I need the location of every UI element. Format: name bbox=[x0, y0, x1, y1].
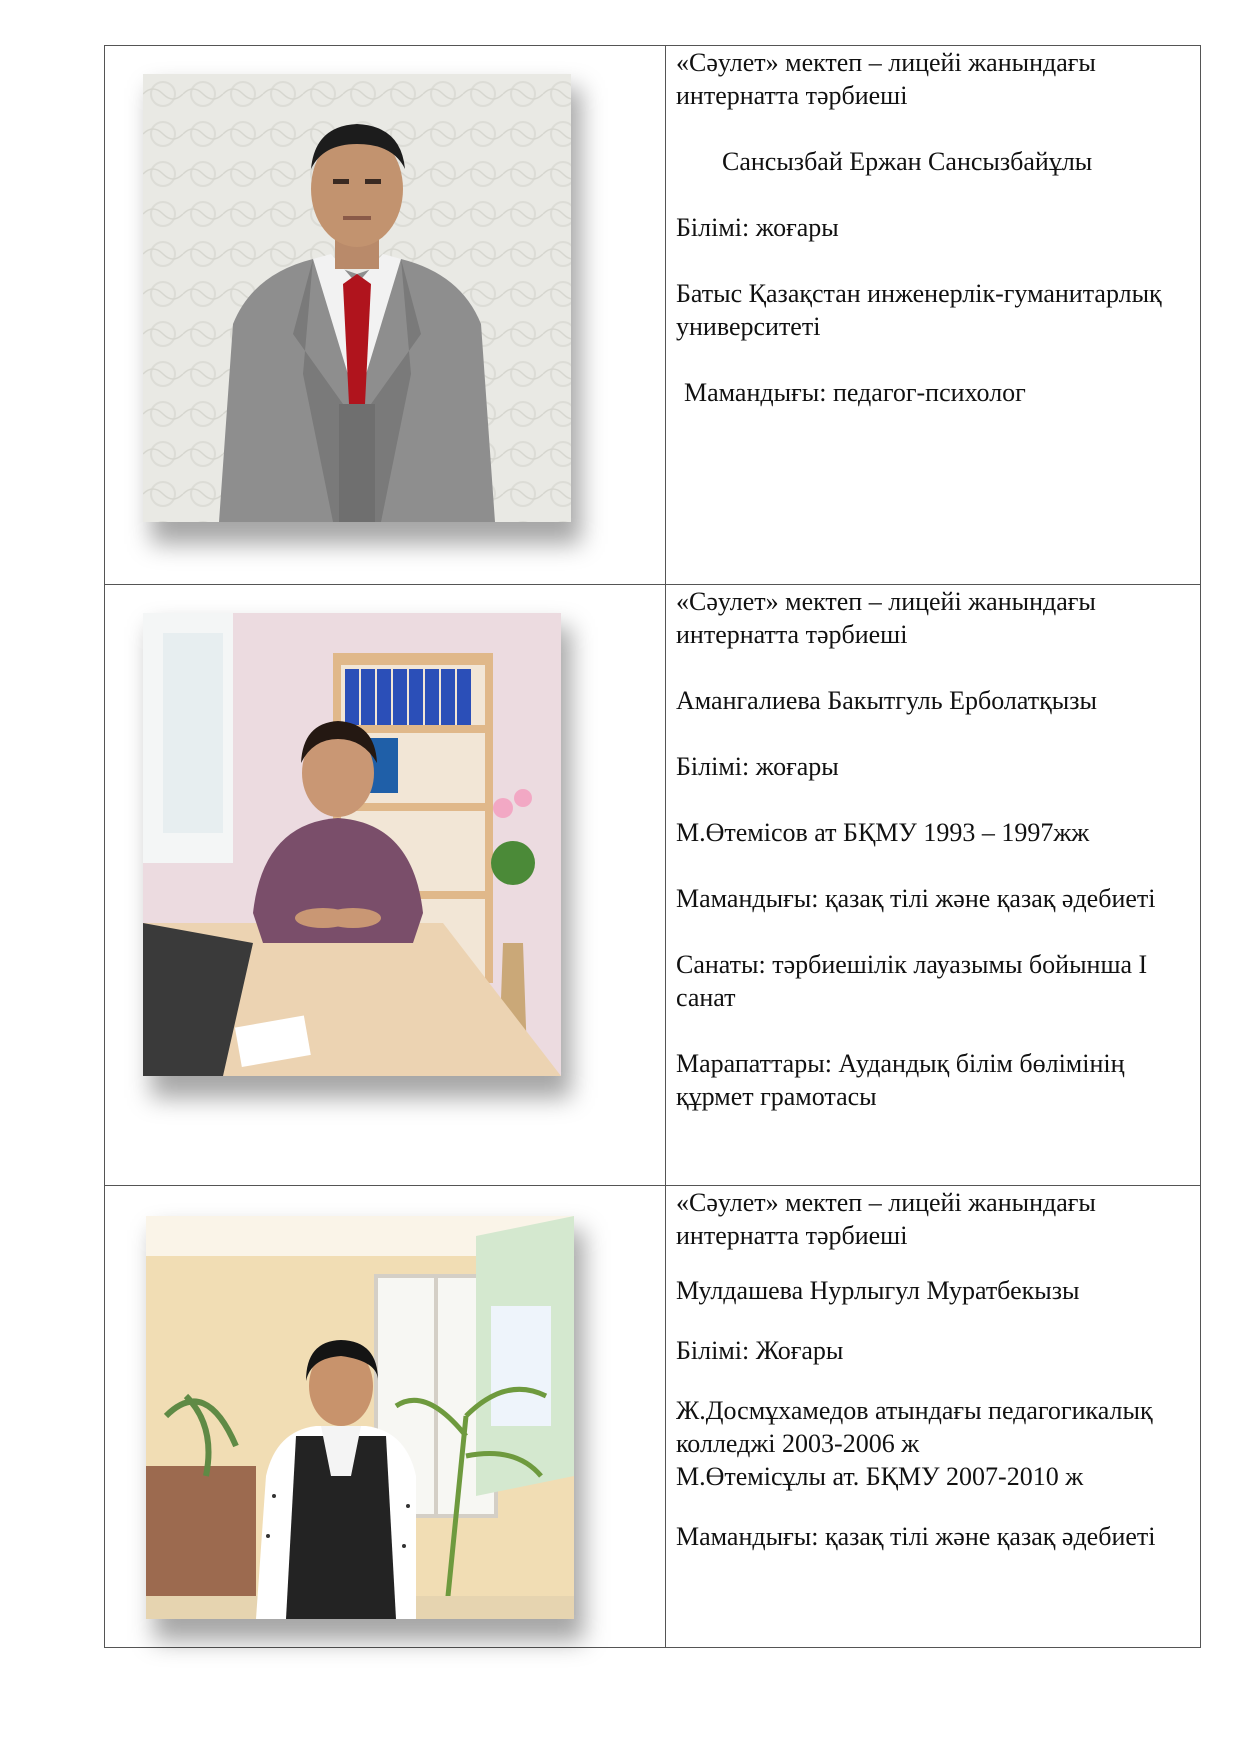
institution-text: Батыс Қазақстан инженерлік-гуманитарлық университеті bbox=[676, 279, 1162, 341]
education-text: Білімі: жоғары bbox=[676, 213, 839, 242]
photo-cell bbox=[105, 46, 666, 585]
info-cell bbox=[666, 1186, 1201, 1648]
photo-cell bbox=[105, 1186, 666, 1648]
staff-photo bbox=[146, 1216, 574, 1619]
awards-text: Марапаттары: Аудандық білім бөлімінің құрмет грамотасы bbox=[676, 1049, 1125, 1111]
staff-row bbox=[105, 585, 1201, 1186]
staff-photo bbox=[143, 613, 561, 1076]
institution-text: Ж.Досмұхамедов атындағы педагогикалық колледжі 2003-2006 ж bbox=[676, 1396, 1153, 1458]
staff-name: Мулдашева Нурлыгул Муратбекызы bbox=[676, 1276, 1080, 1305]
education-text: Білімі: жоғары bbox=[676, 752, 839, 781]
institution-text: М.Өтемісов ат БҚМУ 1993 – 1997жж bbox=[676, 818, 1090, 847]
staff-row bbox=[105, 46, 1201, 585]
position-text: «Сәулет» мектеп – лицейі жанындағы интернатта тәрбиеші bbox=[676, 48, 1096, 110]
staff-name: Сансызбай Ержан Сансызбайұлы bbox=[722, 147, 1093, 176]
staff-name: Амангалиева Бакытгуль Ерболатқызы bbox=[676, 686, 1097, 715]
position-text: «Сәулет» мектеп – лицейі жанындағы интернатта тәрбиеші bbox=[676, 1188, 1096, 1250]
staff-row bbox=[105, 1186, 1201, 1648]
photo-cell bbox=[105, 585, 666, 1186]
institution-text: М.Өтемісұлы ат. БҚМУ 2007-2010 ж bbox=[676, 1462, 1084, 1491]
category-text: Санаты: тәрбиешілік лауазымы бойынша І санат bbox=[676, 950, 1148, 1012]
info-cell bbox=[666, 46, 1201, 585]
specialty-text: Мамандығы: қазақ тілі және қазақ әдебиеті bbox=[676, 1522, 1156, 1551]
specialty-text: Мамандығы: қазақ тілі және қазақ әдебиеті bbox=[676, 884, 1156, 913]
education-text: Білімі: Жоғары bbox=[676, 1336, 844, 1365]
staff-photo bbox=[143, 74, 571, 522]
info-cell bbox=[666, 585, 1201, 1186]
specialty-text: Мамандығы: педагог-психолог bbox=[684, 378, 1026, 407]
position-text: «Сәулет» мектеп – лицейі жанындағы интернатта тәрбиеші bbox=[676, 587, 1096, 649]
staff-table bbox=[104, 45, 1201, 1648]
